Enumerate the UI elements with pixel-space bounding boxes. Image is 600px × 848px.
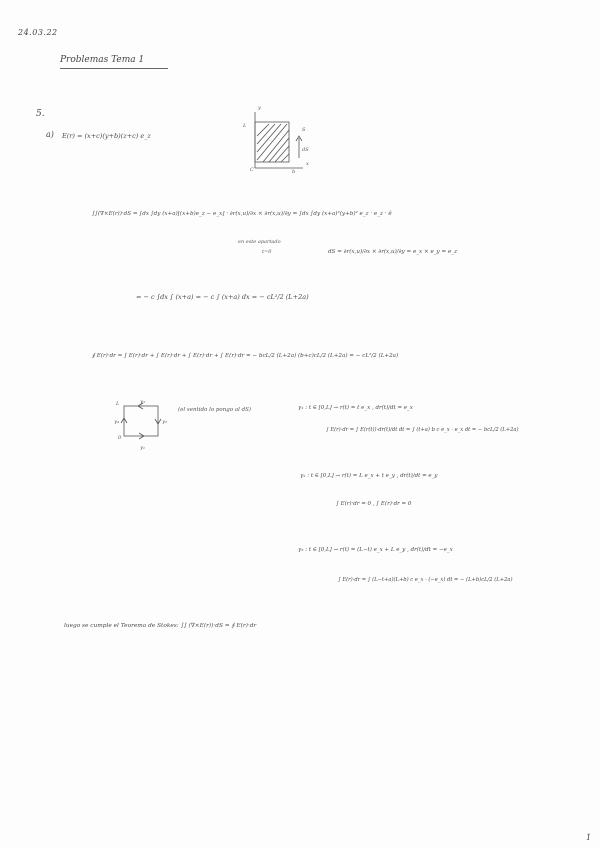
page-number: 1 [586,833,592,842]
fig1-label-x: x [306,161,309,167]
path-rectangle [124,406,158,436]
fig2-label-y4: γ₄ [114,419,119,425]
fig1-label-y: y [258,105,261,111]
gamma2-integral: ∫ E(r)·dr = 0 , ∫ E(r)·dr = 0 [336,501,412,507]
fig1-label-dS: dS [302,147,309,153]
part-label: a) [46,130,54,139]
title-underline [60,68,168,69]
date: 24.03.22 [18,28,58,37]
fig1-label-L: L [243,123,247,129]
fig2-label-y2: γ₂ [162,419,167,425]
surface-element-line: dS = ∂r(x,u)/∂x × ∂r(x,u)/∂y = e_x × e_y = e_z [328,249,458,255]
gamma1-parametrization: γ₁ : t ∈ [0,L] → r(t) = t e_x , dr(t)/dt = e_x [298,405,413,411]
gamma3-parametrization: γ₃ : t ∈ [0,L] → r(t) = (L−t) e_x + L e_y , dr(t)/dt = −e_x [298,547,453,553]
gamma3-integral: ∫ E(r)·dr = ∫ (L−t+a)(L+b) c e_x · (−e_x) dt = − (L+b)cL/2 (L+2a) [338,577,513,583]
field-definition: E(r) = (x+c)(y+b)(z+c) e_z [62,132,151,140]
surface-note: en este apartado [238,239,281,245]
page-title: Problemas Tema 1 [60,55,145,65]
orientation-note: (el sentido lo pongo al dS) [178,407,252,413]
fig2-label-L: L [116,401,120,407]
gamma2-parametrization: γ₂ : t ∈ [0,L] → r(t) = L e_x + t e_y , dr(t)/dt = e_y [300,473,438,479]
problem-number: 5. [36,109,45,119]
conclusion-line: luego se cumple el Teorema de Stokes: ∫∫ (∇×E(r))·dS = ∮ E(r)·dr [64,623,257,629]
surface-note-2: t=0 [262,249,272,255]
surface-hatching [257,124,289,162]
surface-integral-line: ∫∫(∇×E(r))·dS = ∫dx ∫dy (x+a)[(x+b)e_z − e_x] · ∂r(x,u)/∂x × ∂r(x,u)/∂y = ∫dx ∫dy (x+a)²(y+b)² e_z · e_z · ê [92,211,392,217]
fig1-label-C: C [250,167,254,173]
fig2-label-0: 0 [118,435,122,441]
fig1-label-S: S [302,127,306,133]
line-integral-line: ∮ E(r)·dr = ∫ E(r)·dr + ∫ E(r)·dr + ∫ E(r)·dr + ∫ E(r)·dr = − bcL/2 (L+2a) (b+c)cL/2 (L+2a) = − cL²/2 (L+2a) [92,353,399,359]
fig2-label-y3: γ₃ [140,399,145,405]
fig1-label-b: b [292,169,296,175]
surface-sketch [235,105,325,178]
surface-result-line: = − c ∫dx ∫ (x+a) = − c ∫ (x+a) dx = − cL²/2 (L+2a) [136,293,309,301]
gamma1-integral: ∫ E(r)·dr = ∫ E(r(t))·dr(t)/dt dt = ∫ (t+a) b c e_x · e_x dt = − bcL/2 (L+2a) [326,427,519,433]
fig2-label-y1: γ₁ [140,445,145,451]
